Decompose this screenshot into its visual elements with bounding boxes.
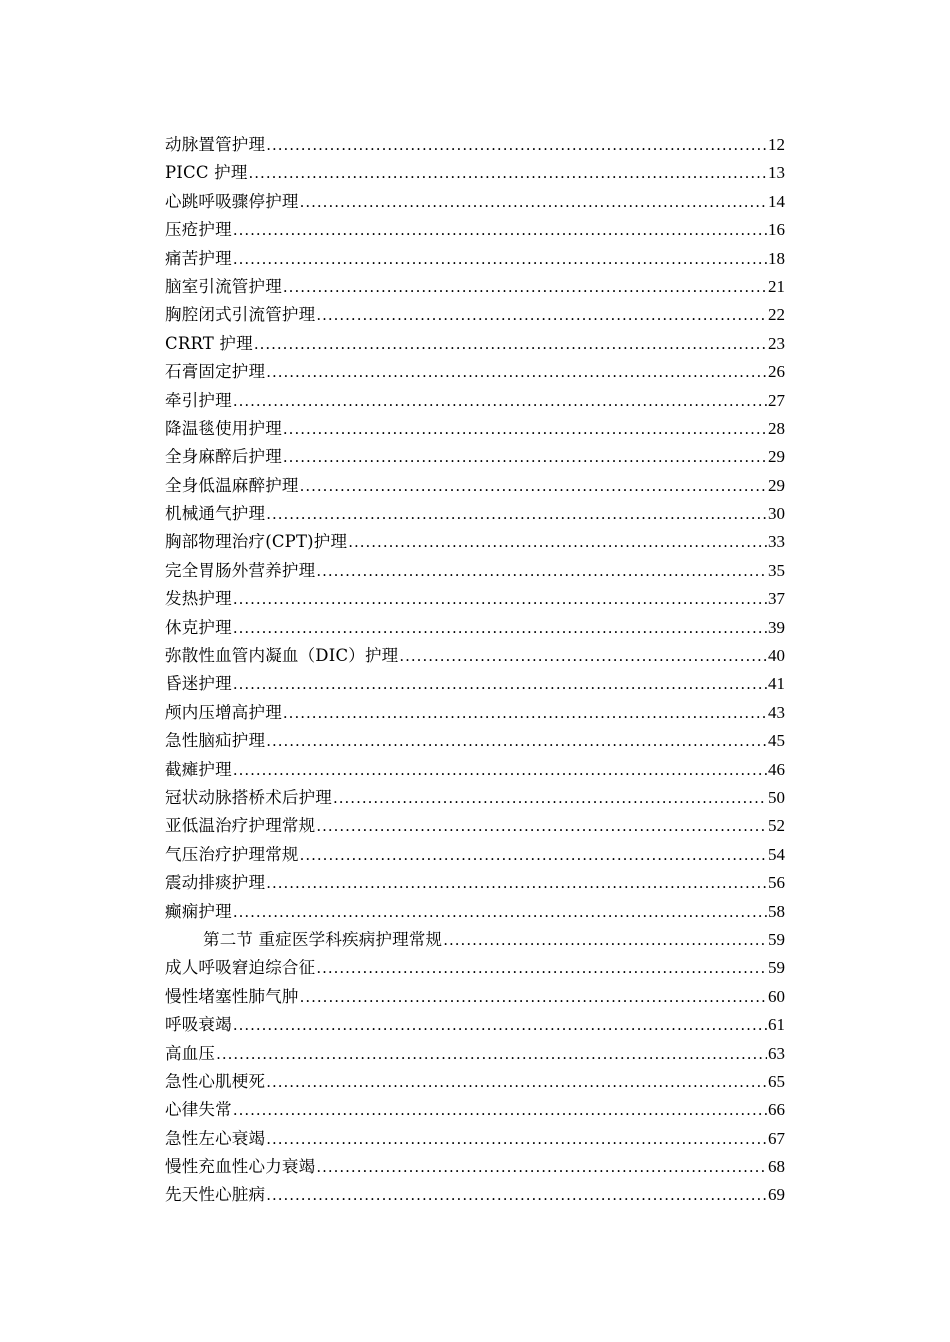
dot-leader	[216, 1040, 767, 1068]
toc-entry[interactable]	[165, 1181, 785, 1209]
toc-page-number: 21	[768, 276, 785, 296]
toc-entry-title: 胸腔闭式引流管护理	[165, 305, 316, 325]
toc-page-number: 69	[768, 1185, 785, 1205]
toc-page-number: 54	[768, 844, 785, 864]
toc-entry-title: 痛苦护理	[165, 248, 232, 268]
toc-entry[interactable]	[165, 812, 785, 840]
toc-entry-title: 心律失常	[165, 1100, 232, 1120]
dot-leader	[333, 784, 767, 812]
toc-page-number: 29	[768, 447, 785, 467]
dot-leader	[443, 926, 767, 954]
toc-page-number: 13	[768, 163, 785, 183]
toc-entry[interactable]	[165, 188, 785, 216]
toc-entry-title: 心跳呼吸骤停护理	[165, 191, 299, 211]
toc-page-number: 68	[768, 1157, 785, 1177]
toc-entry[interactable]	[165, 756, 785, 784]
toc-entry-title: 成人呼吸窘迫综合征	[165, 958, 316, 978]
toc-page-number: 35	[768, 560, 785, 580]
dot-leader	[233, 614, 767, 642]
toc-entry[interactable]	[165, 1040, 785, 1068]
toc-page-number: 66	[768, 1100, 785, 1120]
toc-entry[interactable]	[165, 1153, 785, 1181]
toc-page-number: 60	[768, 986, 785, 1006]
toc-entry[interactable]	[165, 301, 785, 329]
toc-page-number: 59	[768, 929, 785, 949]
toc-entry-title: 慢性充血性心力衰竭	[165, 1157, 316, 1177]
toc-entry-title: 急性左心衰竭	[165, 1128, 266, 1148]
toc-page-number: 39	[768, 617, 785, 637]
dot-leader	[266, 358, 767, 386]
toc-entry[interactable]	[165, 699, 785, 727]
toc-entry-title: 先天性心脏病	[165, 1185, 266, 1205]
dot-leader	[283, 415, 767, 443]
dot-leader	[348, 528, 767, 556]
dot-leader	[233, 670, 767, 698]
toc-entry-title: 震动排痰护理	[165, 873, 266, 893]
dot-leader	[233, 1011, 767, 1039]
dot-leader	[249, 159, 767, 187]
toc-page-number: 65	[768, 1071, 785, 1091]
toc-entry[interactable]	[165, 216, 785, 244]
toc-entry[interactable]	[165, 642, 785, 670]
toc-entry-title: 慢性堵塞性肺气肿	[165, 986, 299, 1006]
dot-leader	[233, 898, 767, 926]
toc-page-number: 12	[768, 135, 785, 154]
toc-entry-title: 呼吸衰竭	[165, 1015, 232, 1035]
toc-entry-title: 完全胃肠外营养护理	[165, 560, 316, 580]
toc-entry[interactable]	[165, 159, 785, 187]
toc-entry[interactable]	[165, 727, 785, 755]
dot-leader	[283, 699, 767, 727]
toc-entry[interactable]	[165, 1011, 785, 1039]
toc-entry-title: 高血压	[165, 1043, 216, 1063]
toc-page-number: 41	[768, 674, 785, 694]
dot-leader	[300, 472, 767, 500]
dot-leader	[316, 812, 767, 840]
toc-page-number: 59	[768, 958, 785, 978]
toc-page-number: 23	[768, 333, 785, 353]
toc-entry-title: 牵引护理	[165, 390, 232, 410]
dot-leader	[316, 557, 767, 585]
toc-page-number: 52	[768, 816, 785, 836]
toc-page-number: 50	[768, 787, 785, 807]
toc-entry[interactable]	[165, 273, 785, 301]
toc-entry-title: 休克护理	[165, 617, 232, 637]
toc-entry[interactable]	[165, 784, 785, 812]
toc-entry-title: 降温毯使用护理	[165, 418, 282, 438]
toc-entry-title: 亚低温治疗护理常规	[165, 816, 316, 836]
dot-leader	[233, 585, 767, 613]
dot-leader	[233, 756, 767, 784]
dot-leader	[233, 216, 767, 244]
table-of-contents	[165, 131, 785, 1210]
dot-leader	[266, 131, 767, 159]
toc-entry-title: 机械通气护理	[165, 504, 266, 524]
dot-leader	[266, 500, 767, 528]
toc-entry[interactable]	[165, 869, 785, 897]
toc-entry[interactable]	[165, 670, 785, 698]
dot-leader	[266, 1068, 767, 1096]
toc-page-number: 56	[768, 873, 785, 893]
toc-entry-title: 动脉置管护理	[165, 135, 266, 154]
toc-entry[interactable]	[165, 898, 785, 926]
toc-entry-title: 压疮护理	[165, 220, 232, 240]
toc-page-number: 18	[768, 248, 785, 268]
toc-entry-title: 颅内压增高护理	[165, 702, 282, 722]
toc-page-number: 63	[768, 1043, 785, 1063]
toc-entry-title: 弥散性血管内凝血（DIC）护理	[165, 646, 399, 666]
toc-entry[interactable]	[165, 1125, 785, 1153]
toc-page-number: 33	[768, 532, 785, 552]
toc-entry[interactable]	[165, 585, 785, 613]
dot-leader	[316, 301, 767, 329]
toc-entry-title: 急性脑疝护理	[165, 731, 266, 751]
toc-entry[interactable]	[165, 131, 785, 159]
toc-page-number: 67	[768, 1128, 785, 1148]
dot-leader	[254, 330, 767, 358]
toc-page-number: 16	[768, 220, 785, 240]
toc-entry[interactable]	[165, 614, 785, 642]
toc-page-number: 45	[768, 731, 785, 751]
toc-page-number: 29	[768, 475, 785, 495]
dot-leader	[283, 443, 767, 471]
toc-entry-title: 胸部物理治疗(CPT)护理	[165, 532, 348, 552]
dot-leader	[266, 1125, 767, 1153]
toc-entry[interactable]	[165, 330, 785, 358]
toc-entry[interactable]	[165, 1096, 785, 1124]
toc-entry-title: PICC 护理	[165, 163, 248, 183]
toc-entry-title: 发热护理	[165, 589, 232, 609]
dot-leader	[316, 954, 767, 982]
toc-entry[interactable]	[165, 500, 785, 528]
toc-entry-title: 石膏固定护理	[165, 362, 266, 382]
toc-entry-title: CRRT 护理	[165, 333, 253, 353]
toc-entry-title: 冠状动脉搭桥术后护理	[165, 787, 332, 807]
dot-leader	[266, 727, 767, 755]
toc-page-number: 46	[768, 759, 785, 779]
toc-entry[interactable]	[165, 557, 785, 585]
toc-page-number: 43	[768, 702, 785, 722]
dot-leader	[300, 983, 767, 1011]
toc-entry-title: 第二节 重症医学科疾病护理常规	[203, 929, 443, 949]
toc-entry[interactable]	[165, 954, 785, 982]
dot-leader	[300, 841, 767, 869]
toc-entry[interactable]	[165, 841, 785, 869]
toc-page-number: 22	[768, 305, 785, 325]
toc-entry[interactable]	[165, 983, 785, 1011]
dot-leader	[283, 273, 767, 301]
dot-leader	[233, 1096, 767, 1124]
toc-page-number: 30	[768, 504, 785, 524]
toc-entry-title: 全身低温麻醉护理	[165, 475, 299, 495]
toc-page-number: 28	[768, 418, 785, 438]
toc-page-number: 61	[768, 1015, 785, 1035]
toc-entry[interactable]	[165, 358, 785, 386]
toc-page-number: 40	[768, 646, 785, 666]
dot-leader	[266, 1181, 767, 1209]
toc-entry[interactable]	[165, 528, 785, 556]
toc-entry-title: 昏迷护理	[165, 674, 232, 694]
dot-leader	[233, 387, 767, 415]
toc-entry[interactable]	[165, 415, 785, 443]
toc-entry-title: 气压治疗护理常规	[165, 844, 299, 864]
dot-leader	[399, 642, 767, 670]
toc-page-number: 26	[768, 362, 785, 382]
dot-leader	[233, 245, 767, 273]
toc-entry[interactable]	[165, 1068, 785, 1096]
toc-entry-title: 截瘫护理	[165, 759, 232, 779]
toc-page-number: 27	[768, 390, 785, 410]
toc-page-number: 14	[768, 191, 785, 211]
toc-entry[interactable]	[165, 443, 785, 471]
toc-entry-title: 全身麻醉后护理	[165, 447, 282, 467]
toc-entry-title: 脑室引流管护理	[165, 276, 282, 296]
toc-page-number: 58	[768, 901, 785, 921]
dot-leader	[266, 869, 767, 897]
toc-entry-title: 急性心肌梗死	[165, 1071, 266, 1091]
toc-entry-title: 癫痫护理	[165, 901, 232, 921]
toc-entry[interactable]	[165, 245, 785, 273]
dot-leader	[300, 188, 767, 216]
toc-entry[interactable]	[165, 387, 785, 415]
toc-entry[interactable]	[165, 472, 785, 500]
toc-section-heading[interactable]	[165, 926, 785, 954]
toc-page-number: 37	[768, 589, 785, 609]
dot-leader	[316, 1153, 767, 1181]
